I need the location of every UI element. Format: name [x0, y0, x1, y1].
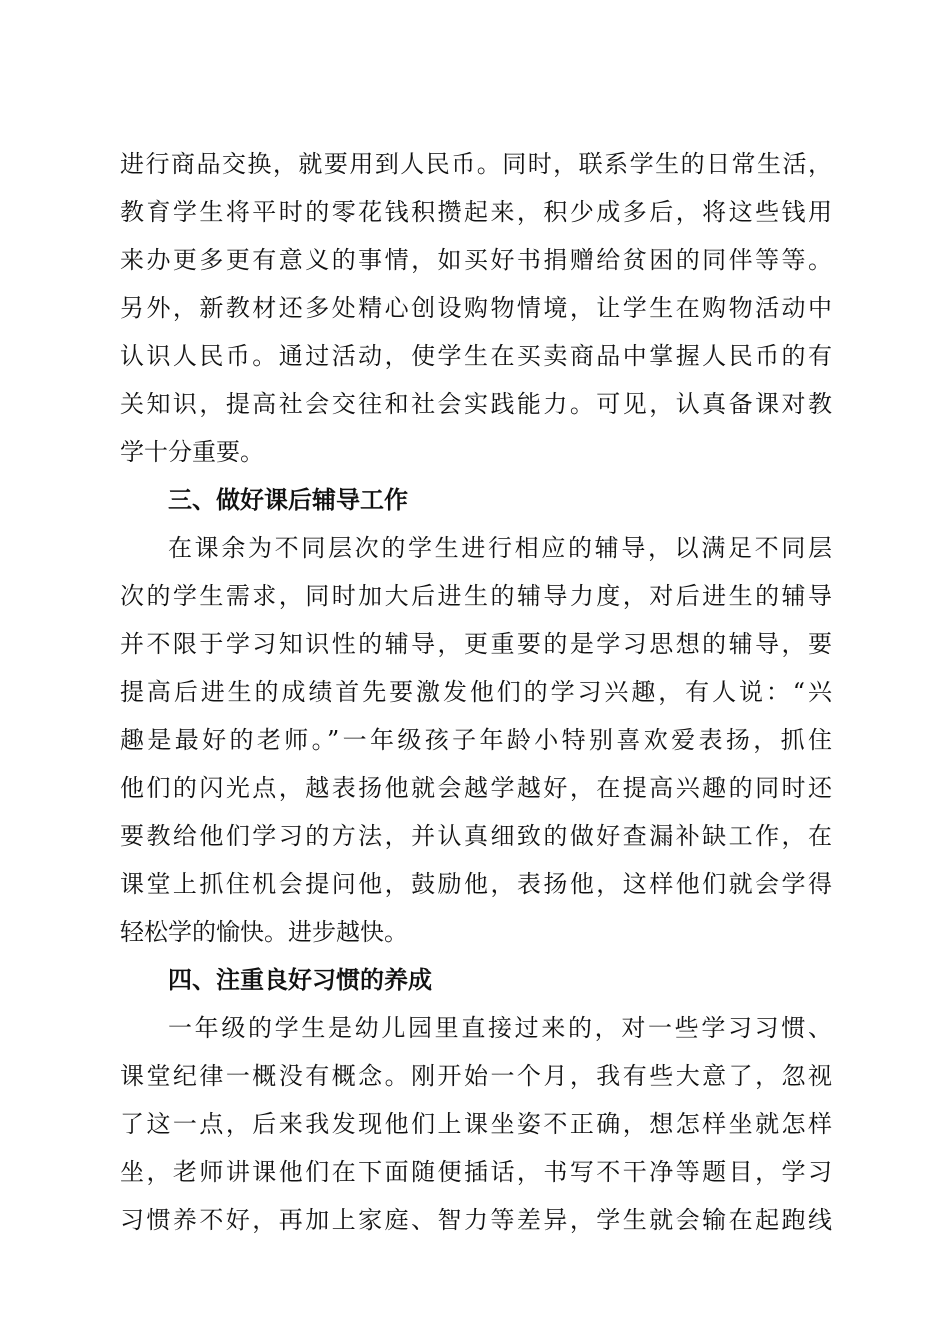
text-line: 在课余为不同层次的学生进行相应的辅导，以满足不同层 [168, 534, 832, 562]
text-line: 教育学生将平时的零花钱积攒起来，积少成多后，将这些钱用 [120, 198, 832, 226]
text-line: 提高后进生的成绩首先要激发他们的学习兴趣，有人说：“兴 [120, 678, 832, 706]
text-line: 来办更多更有意义的事情，如买好书捐赠给贫困的同伴等等。 [120, 246, 832, 274]
text-line: 并不限于学习知识性的辅导，更重要的是学习思想的辅导，要 [120, 630, 832, 658]
text-line: 一年级的学生是幼儿园里直接过来的，对一些学习习惯、 [168, 1014, 832, 1042]
text-line: 坐，老师讲课他们在下面随便插话，书写不干净等题目，学习 [120, 1158, 832, 1186]
section-heading: 四、注重良好习惯的养成 [168, 966, 432, 994]
text-line: 进行商品交换，就要用到人民币。同时，联系学生的日常生活， [120, 150, 832, 178]
text-line: 轻松学的愉快。进步越快。 [120, 918, 408, 946]
text-line: 课堂上抓住机会提问他，鼓励他，表扬他，这样他们就会学得 [120, 870, 832, 898]
text-line: 他们的闪光点，越表扬他就会越学越好，在提高兴趣的同时还 [120, 774, 832, 802]
text-line: 关知识，提高社会交往和社会实践能力。可见，认真备课对教 [120, 390, 832, 418]
text-line: 趣是最好的老师。”一年级孩子年龄小特别喜欢爱表扬，抓住 [120, 726, 832, 754]
text-line: 了这一点，后来我发现他们上课坐姿不正确，想怎样坐就怎样 [120, 1110, 832, 1138]
text-line: 次的学生需求，同时加大后进生的辅导力度，对后进生的辅导 [120, 582, 832, 610]
text-line: 另外，新教材还多处精心创设购物情境，让学生在购物活动中 [120, 294, 832, 322]
text-line: 认识人民币。通过活动，使学生在买卖商品中掌握人民币的有 [120, 342, 832, 370]
text-line: 课堂纪律一概没有概念。刚开始一个月，我有些大意了，忽视 [120, 1062, 832, 1090]
text-line: 习惯养不好，再加上家庭、智力等差异，学生就会输在起跑线 [120, 1206, 832, 1234]
text-line: 学十分重要。 [120, 438, 264, 466]
section-heading: 三、做好课后辅导工作 [168, 486, 408, 514]
text-line: 要教给他们学习的方法，并认真细致的做好查漏补缺工作，在 [120, 822, 832, 850]
